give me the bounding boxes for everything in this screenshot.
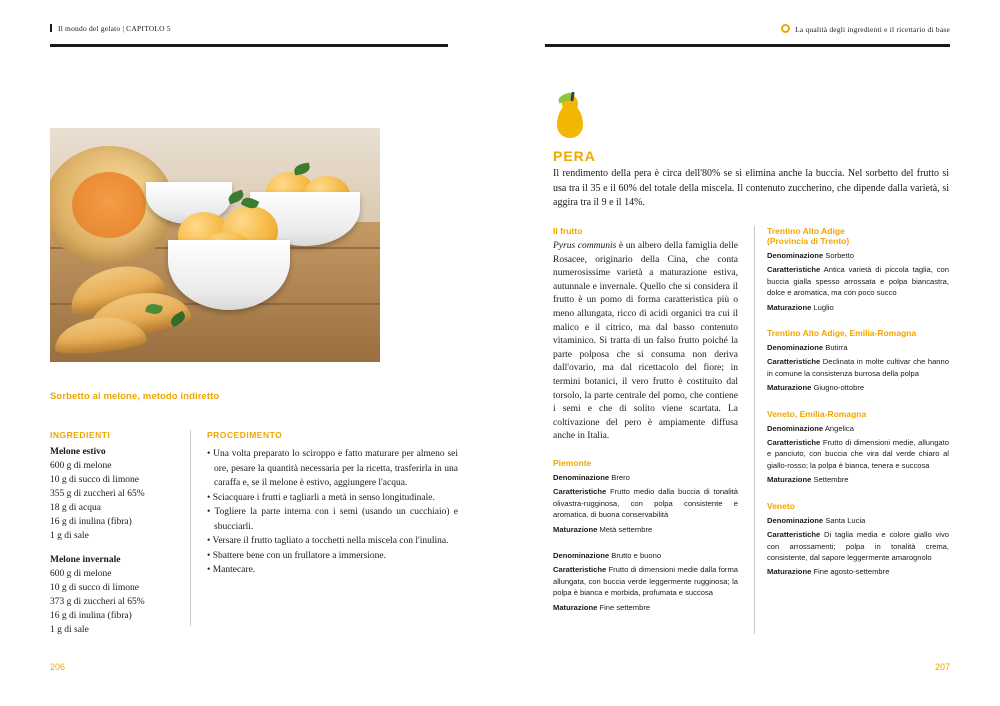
ingredients-heading: INGREDIENTI (50, 430, 111, 440)
region-heading: Piemonte (553, 457, 592, 468)
page-number-left: 206 (50, 662, 66, 672)
caratteristiche-label: Caratteristiche (767, 357, 821, 367)
caratteristiche-label: Caratteristiche (767, 438, 821, 448)
page-number-right: 207 (934, 662, 950, 672)
variety-entry (767, 264, 949, 298)
running-head-left-text: Il mondo del gelato | CAPITOLO 5 (58, 24, 171, 33)
ingredient-line: 10 g di succo di limone (50, 475, 139, 485)
caratteristiche-label: Caratteristiche (553, 565, 607, 575)
denominazione-label: Denominazione (553, 472, 610, 482)
spacer (767, 316, 949, 328)
fruit-text-rest: è un albero della famiglia delle Rosacee, originario della Cina, che conta numerosissime varietà a maturazione estiva, autunnale e invernale. Quello che si considera il frutto è un pomo di forma caratteristica più o meno allungata, ricco di acidi organici tra cui il malico e il citrico, ma dal basso contenuto vitaminico. Si tratta di un falso frutto poiché la parte polposa che si consuma non deriva dall'ovario, ma dal ricettacolo del fiore; in termini botanici, il vero frutto è costituito dal torsolo, la parte centrale del pomo, che contiene i semi e che di solito viene scartata. La coltivazione del pero è ampiamente diffusa anche in Italia. (553, 241, 738, 442)
spacer (50, 543, 180, 555)
denominazione-value: Butirra (825, 343, 848, 353)
procedure-heading: PROCEDIMENTO (207, 430, 283, 440)
denominazione-label: Denominazione (767, 343, 824, 353)
ingredient-line: 1 g di sale (50, 531, 89, 541)
maturazione-label: Maturazione (553, 602, 598, 612)
photo-caption: Sorbetto al melone, metodo indiretto (50, 391, 220, 402)
caratteristiche-label: Caratteristiche (767, 265, 821, 275)
header-rule-left (50, 44, 448, 47)
variety-entry (767, 302, 949, 313)
region-heading-line2: (Provincia di Trento) (767, 236, 850, 246)
variety-entry (767, 474, 949, 485)
ingredient-line: 16 g di inulina (fibra) (50, 611, 132, 621)
maturazione-label: Maturazione (767, 475, 812, 485)
caratteristiche-value: Antica varietà di piccola taglia, con buccia gialla spesso arrossata e polpa biancastra, dolce e aromatica, ma con poco succo (767, 265, 949, 298)
denominazione-value: Sorbetto (825, 251, 854, 260)
running-head-left (50, 24, 171, 33)
header-rule-right (545, 44, 950, 47)
caratteristiche-value: Declinata in molte cultivar che hanno in comune la consistenza burrosa della polpa (767, 357, 949, 378)
running-head-right (781, 24, 950, 34)
denominazione-label: Denominazione (767, 251, 824, 260)
fruit-column (553, 226, 738, 616)
spacer (553, 444, 738, 458)
denominazione-value: Angelica (824, 423, 854, 433)
denominazione-label: Denominazione (767, 423, 824, 433)
variety-entry (553, 472, 738, 483)
caratteristiche-value: Frutto di dimensioni medie dalla forma allungata, con buccia verde leggermente rugginosa; la polpa è bianca e morbida, profumata e succosa (553, 565, 738, 598)
variety-entry (767, 437, 949, 471)
fruit-latin-name: Pyrus communis (553, 241, 617, 251)
maturazione-value: Giugno-ottobre (813, 383, 865, 393)
variety-entry (553, 564, 738, 598)
caratteristiche-label: Caratteristiche (553, 487, 607, 497)
ingredient-group-title: Melone estivo (50, 447, 106, 457)
variety-entry (767, 250, 949, 261)
procedure-step: • Sbattere bene con un frullatore a immersione. (207, 550, 387, 561)
caratteristiche-value: Di taglia media e colore giallo vivo con arrossamenti; polpa in tonalità crema, consistente, dal sapore leggermente amarognolo (767, 530, 949, 562)
maturazione-value: Metà settembre (599, 524, 653, 534)
variety-entry (767, 515, 949, 526)
maturazione-label: Maturazione (767, 567, 812, 577)
varieties-block (553, 226, 949, 636)
denominazione-value: Brero (611, 472, 630, 482)
denominazione-value: Brutto e buono (611, 550, 662, 560)
region-heading-line1: Trentino Alto Adige (767, 226, 845, 236)
variety-entry (553, 602, 738, 613)
caratteristiche-value: Frutto medio dalla buccia di tonalità olivastra-rugginosa, con polpa consistente e aromatica, di buona conservabilità (553, 487, 738, 520)
maturazione-value: Fine settembre (599, 602, 651, 612)
ingredient-line: 10 g di succo di limone (50, 583, 139, 593)
procedure-column (190, 430, 458, 626)
varieties-column (754, 226, 949, 634)
region-heading: Veneto (767, 500, 795, 511)
ingredient-group-title: Melone invernale (50, 555, 121, 565)
procedure-step: • Togliere la parte interna con i semi (usando un cucchiaio) e sbucciarli. (207, 507, 458, 532)
variety-entry (553, 524, 738, 535)
maturazione-value: Luglio (813, 302, 834, 312)
maturazione-label: Maturazione (767, 302, 812, 312)
variety-entry (767, 566, 949, 577)
variety-entry (767, 342, 949, 353)
procedure-step: • Sciacquare i frutti e tagliarli a metà in senso longitudinale. (207, 492, 435, 503)
rule-mark-icon (50, 24, 52, 32)
variety-entry (767, 529, 949, 563)
caratteristiche-value: Frutto di dimensioni medie, allungato e panciuto, con buccia che vira dal verde chiaro al giallo-rosso; la polpa è bianca, tenera e succosa (767, 438, 949, 470)
ingredient-line: 600 g di melone (50, 569, 112, 579)
ingredient-line: 373 g di zuccheri al 65% (50, 597, 145, 607)
denominazione-value: Santa Lucia (825, 515, 866, 525)
denominazione-label: Denominazione (553, 550, 610, 560)
maturazione-label: Maturazione (553, 524, 598, 534)
variety-entry (767, 423, 949, 434)
pear-icon (553, 92, 587, 140)
ingredient-line: 600 g di melone (50, 461, 112, 471)
maturazione-value: Fine agosto-settembre (813, 567, 890, 577)
section-intro: Il rendimento della pera è circa dell'80% se si elimina anche la buccia. Nel sorbetto del frutto si usa tra il 35 e il 60% del totale della miscela. Il contenuto zuccherino, che dipende dalla varietà, si aggira tra il 9 e il 14%. (553, 168, 949, 208)
variety-entry (767, 382, 949, 393)
procedure-step: • Una volta preparato lo sciroppo e fatto maturare per almeno sei ore, pesare la quantità necessaria per la ricetta, trasferirla in una caraffa e, se il melone è estivo, aggiungere l'acqua. (207, 449, 458, 488)
ingredient-line: 1 g di sale (50, 625, 89, 635)
spacer (553, 538, 738, 550)
region-heading: Trentino Alto Adige, Emilia-Romagna (767, 328, 917, 339)
ingredient-line: 355 g di zuccheri al 65% (50, 489, 145, 499)
region-heading: Veneto, Emilia-Romagna (767, 408, 867, 419)
gelato-logo-icon (781, 24, 790, 33)
denominazione-label: Denominazione (767, 515, 824, 525)
variety-entry (767, 356, 949, 379)
fruit-text (553, 240, 738, 444)
fruit-heading: Il frutto (553, 226, 583, 236)
maturazione-value: Settembre (813, 475, 849, 485)
procedure-step: • Versare il frutto tagliato a tocchetti nella miscela con l'inulina. (207, 536, 449, 546)
maturazione-label: Maturazione (767, 383, 812, 393)
ingredient-line: 18 g di acqua (50, 503, 101, 513)
ingredient-line: 16 g di inulina (fibra) (50, 517, 132, 527)
variety-entry (553, 550, 738, 561)
spacer (767, 397, 949, 409)
procedure-step: • Mantecare. (207, 565, 256, 575)
melon-sorbet-photo (50, 128, 380, 362)
variety-entry (553, 486, 738, 520)
spacer (767, 489, 949, 501)
ingredients-column (50, 430, 180, 637)
running-head-right-text: La qualità degli ingredienti e il ricettario di base (795, 25, 950, 34)
section-title: PERA (553, 148, 596, 164)
caratteristiche-label: Caratteristiche (767, 530, 821, 540)
region-heading (767, 226, 949, 246)
